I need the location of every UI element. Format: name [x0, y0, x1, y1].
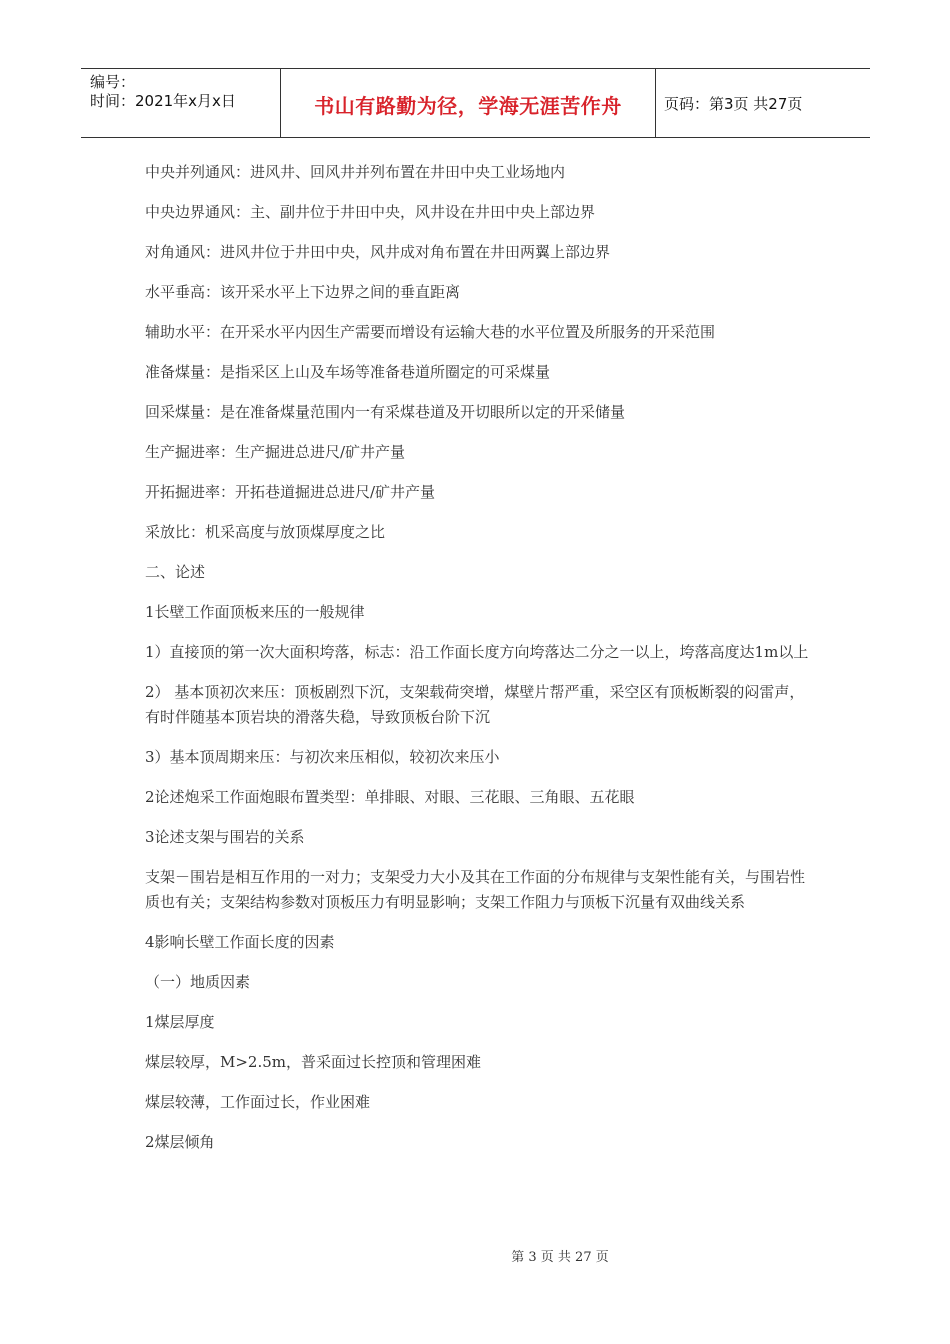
paragraph: 水平垂高：该开采水平上下边界之间的垂直距离: [145, 283, 461, 301]
paragraph: （一）地质因素: [145, 973, 251, 991]
paragraph: 1）直接顶的第一次大面积垮落，标志：沿工作面长度方向垮落达二分之一以上，垮落高度达1m以上: [145, 643, 809, 661]
header-page-info: 页码：第3页 共27页: [664, 94, 803, 113]
header-meta: [81, 69, 281, 137]
document-body: [145, 160, 815, 1155]
paragraph: 辅助水平：在开采水平内因生产需要而增设有运输大巷的水平位置及所服务的开采范围: [145, 323, 716, 341]
header-motto: 书山有路勤为径，学海无涯苦作舟: [281, 69, 656, 137]
paragraph: 3）基本顶周期来压：与初次来压相似，较初次来压小: [145, 748, 500, 766]
paragraph: 中央并列通风：进风井、回风井并列布置在井田中央工业场地内: [145, 163, 566, 181]
paragraph: 生产掘进率：生产掘进总进尺/矿井产量: [145, 443, 406, 461]
paragraph: 煤层较薄，工作面过长，作业困难: [145, 1093, 371, 1111]
page-footer: 第 3 页 共 27 页: [511, 1250, 609, 1265]
paragraph: 支架－围岩是相互作用的一对力；支架受力大小及其在工作面的分布规律与支架性能有关，与围岩性质也有关；支架结构参数对顶板压力有明显影响；支架工作阻力与顶板下沉量有双曲线关系: [145, 868, 806, 911]
page-header: [81, 68, 870, 138]
paragraph: 煤层较厚，M>2.5m，普采面过长控顶和管理困难: [145, 1053, 482, 1071]
paragraph: 回采煤量：是在准备煤量范围内一有采煤巷道及开切眼所以定的开采储量: [145, 403, 626, 421]
paragraph: 开拓掘进率：开拓巷道掘进总进尺/矿井产量: [145, 483, 436, 501]
section-heading: 二、论述: [145, 563, 206, 581]
subsection-heading: 3论述支架与围岩的关系: [145, 828, 305, 846]
paragraph: 对角通风：进风井位于井田中央，风井成对角布置在井田两翼上部边界: [145, 243, 611, 261]
paragraph: 2论述炮采工作面炮眼布置类型：单排眼、对眼、三花眼、三角眼、五花眼: [145, 788, 635, 806]
paragraph: 中央边界通风：主、副井位于井田中央，风井设在井田中央上部边界: [145, 203, 596, 221]
doc-date-label: 时间：2021年x月x日: [90, 92, 236, 110]
paragraph: 2） 基本顶初次来压：顶板剧烈下沉，支架载荷突增，煤壁片帮严重，采空区有顶板断裂的闷雷声，有时伴随基本顶岩块的滑落失稳，导致顶板台阶下沉: [145, 683, 805, 726]
subsection-heading: 1长壁工作面顶板来压的一般规律: [145, 603, 365, 621]
paragraph: 准备煤量：是指采区上山及车场等准备巷道所圈定的可采煤量: [145, 363, 551, 381]
paragraph: 2煤层倾角: [145, 1133, 215, 1151]
paragraph: 1煤层厚度: [145, 1013, 215, 1031]
subsection-heading: 4影响长壁工作面长度的因素: [145, 933, 335, 951]
paragraph: 采放比：机采高度与放顶煤厚度之比: [145, 523, 386, 541]
doc-number-label: 编号：: [90, 73, 136, 91]
